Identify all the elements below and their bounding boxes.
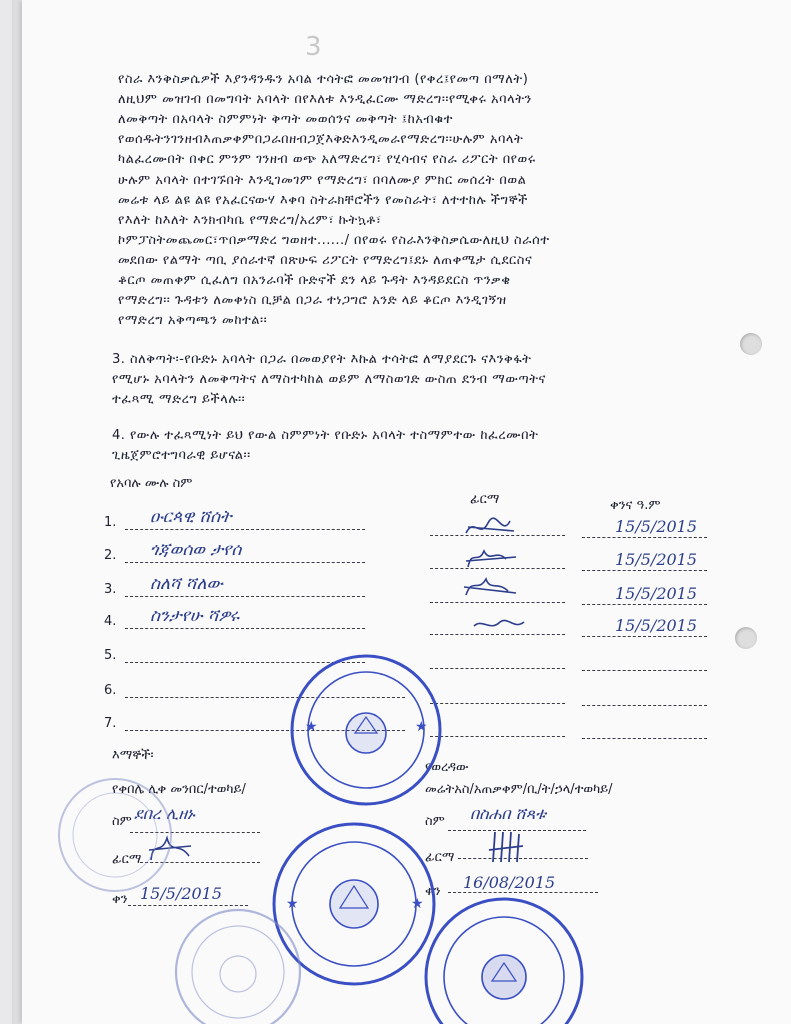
official-stamp-woreda <box>420 893 588 1024</box>
member-date-line <box>582 738 707 739</box>
signature-member-1 <box>462 513 522 543</box>
witness-right-name-label: ስም <box>425 814 445 829</box>
witness-left-role: የቀበሌ ሊቀ መንበር/ተወካይ/ <box>112 782 246 797</box>
faded-stamp-bottom <box>170 902 305 1024</box>
column-header-signature: ፊርማ <box>470 492 500 507</box>
row-number: 5. <box>104 648 117 663</box>
member-signature-line <box>430 703 565 704</box>
member-signature-line <box>430 602 565 603</box>
paragraph-line: የወሰዱትንገንዘብእጠቃቀምበጋራበዘብጋጀእቅድእንዲመራየማድረግ፡፡ሁሉም አባላት <box>118 132 524 148</box>
member-name: ዑርጳዊ ሸሰት <box>150 507 232 527</box>
paragraph-line: ካልፈረሙበት በቀር ምንም ገንዘብ ወጭ አለማድረግ፣ የሂሳብና የስራ ሪፖርት በየወሩ <box>118 152 536 168</box>
paragraph-line: ለዚህም መዝገብ በመግባት አባላት በየእለቱ እንዲፈርሙ ማድረግ፡፡የሚቀሩ አባላትን <box>118 92 532 108</box>
section-3-line: ተፈጻሚ ማድረግ ይችላሉ፡፡ <box>112 392 246 407</box>
member-date-line <box>582 705 707 706</box>
page-number: 3 <box>305 32 322 62</box>
svg-text:★: ★ <box>411 896 424 912</box>
member-date: 15/5/2015 <box>615 517 698 536</box>
paragraph-line: የማድረግ፡፡ ጉዳቱን ለመቀነስ ቢቻል በጋራ ተነጋግሮ አንድ ላይ ቆርጦ እንዲገኝዝ <box>118 293 507 309</box>
witness-left-name-label: ስም <box>112 814 132 829</box>
witness-right-date: 16/08/2015 <box>463 873 556 892</box>
member-name-line <box>125 596 365 597</box>
paragraph-line: የማድረግ አቅጣጫን መከተል፡፡ <box>118 313 268 329</box>
witness-right-name: በስሐበ ሸጻቱ <box>470 804 547 823</box>
member-date-line <box>582 537 707 538</box>
member-date-line <box>582 670 707 671</box>
witness-left-date-label: ቀን <box>112 892 128 907</box>
section-3-line: 3. ስለቅጣት፡-የቡድኑ አባላት በጋራ በመወያየት እኩል ተሳትፎ ለማያደርጉ ናእንቅፋት <box>112 352 532 367</box>
witness-left-name: ደበረ ሊዘኑ <box>134 804 195 823</box>
svg-text:★: ★ <box>305 719 318 735</box>
punch-hole-bottom <box>735 627 757 649</box>
signature-member-4 <box>470 612 530 636</box>
witnesses-label: እማኞች፡ <box>112 748 154 763</box>
member-signature-line <box>430 736 565 737</box>
punch-hole-top <box>740 333 762 355</box>
paragraph-line: የስራ እንቅስቃሴዎች እያንዳንዱን አባል ተሳትፎ መመዝገብ (የቀረ፤የመጣ በማለት) <box>118 72 529 87</box>
row-number: 2. <box>104 548 117 563</box>
column-header-name: የአባሉ ሙሉ ስም <box>110 476 193 491</box>
signature-witness-right <box>485 826 525 866</box>
signature-member-3 <box>458 573 523 601</box>
witness-right-signature-label: ፊርማ <box>425 850 455 865</box>
section-3-line: የሚሆኑ አባላትን ለመቅጣትና ለማስተካከል ወይም ለማስወገድ ውስጠ ደንብ ማውጣትና <box>112 372 546 387</box>
witness-left-date: 15/5/2015 <box>140 884 223 903</box>
row-number: 3. <box>104 582 117 597</box>
row-number: 6. <box>104 683 117 698</box>
section-4-line: ጊዜጀምሮተግባራዊ ይሆናል፡፡ <box>112 448 251 463</box>
section-4-line: 4. የውሉ ተፈጻሚነት ይህ የውል ስምምነት የቡድኑ አባላት ተስማምተው ከፈረሙበት <box>112 428 539 443</box>
witness-right-date-label: ቀን <box>425 884 441 899</box>
witness-left-signature-label: ፊርማ <box>112 852 142 867</box>
member-name-line <box>125 628 365 629</box>
member-name: ስንታየሁ ሻዎሩ <box>150 606 240 626</box>
member-signature-line <box>430 668 565 669</box>
paragraph-line: መደበው የልማት ጣቢ ያሰራተኛ በጽሁፍ ሪፖርት የማድረግ፤ደኑ ለጠቀሜታ ሲደርስና <box>118 252 533 268</box>
member-name: ጎጃወሰወ ታየሰ <box>150 540 242 560</box>
svg-text:★: ★ <box>286 896 299 912</box>
column-header-date: ቀንና ዓ.ም <box>610 498 661 513</box>
member-date: 15/5/2015 <box>615 616 698 635</box>
row-number: 7. <box>104 716 117 731</box>
paragraph-line: ሁሉም አባላት በተገኙበት እንዲገመገም የማድረግ፣ በባለሙያ ምክር መሰረት በወል <box>118 172 527 188</box>
member-date-line <box>582 604 707 605</box>
paragraph-line: ለመቅጣት በአባላት ስምምነት ቅጣት መወሰንና መቅጣት ፤ከአብቁተ <box>118 112 453 128</box>
member-date: 15/5/2015 <box>615 584 698 603</box>
member-date-line <box>582 570 707 571</box>
member-date: 15/5/2015 <box>615 550 698 569</box>
official-stamp-kebele <box>287 651 445 809</box>
member-name-line <box>125 562 365 563</box>
row-number: 1. <box>104 515 117 530</box>
svg-text:★: ★ <box>415 719 428 735</box>
paragraph-line: መሬቱ ላይ ልዩ ልዩ የአፈርናውሃ እቀባ ስትራክቸሮችን የመስራት፣ ለተተከሉ ችግኞች <box>118 192 528 208</box>
signature-member-2 <box>462 543 522 573</box>
row-number: 4. <box>104 614 117 629</box>
paragraph-line: ቆርጦ መጠቀም ሲፈለግ በአንራባች ቡድኖች ደን ላይ ጉዳት እንዳይደርስ ጥንቃቄ <box>118 273 511 288</box>
paragraph-line: ኮምፓስትመጨመር፣ጥበቃማድረ ግወዘተ....../ በየወሩ የስራእንቅስቃሴውለዚህ ስራሰተ <box>118 232 550 248</box>
member-date-line <box>582 636 707 637</box>
witness-right-role: መሬትአስ/አጠቃቀም/ቢ/ት/ኃላ/ተወካይ/ <box>425 782 613 797</box>
member-name: ስለሻ ሻለው <box>150 574 223 594</box>
witness-right-prefix: የወረዳው <box>425 760 469 775</box>
paragraph-line: የእለት ከእለት እንክብካቤ የማድረግ/አረም፣ ኩትኳቶ፣ <box>118 212 382 228</box>
member-name-line <box>125 529 365 530</box>
faded-stamp-left <box>55 765 175 905</box>
